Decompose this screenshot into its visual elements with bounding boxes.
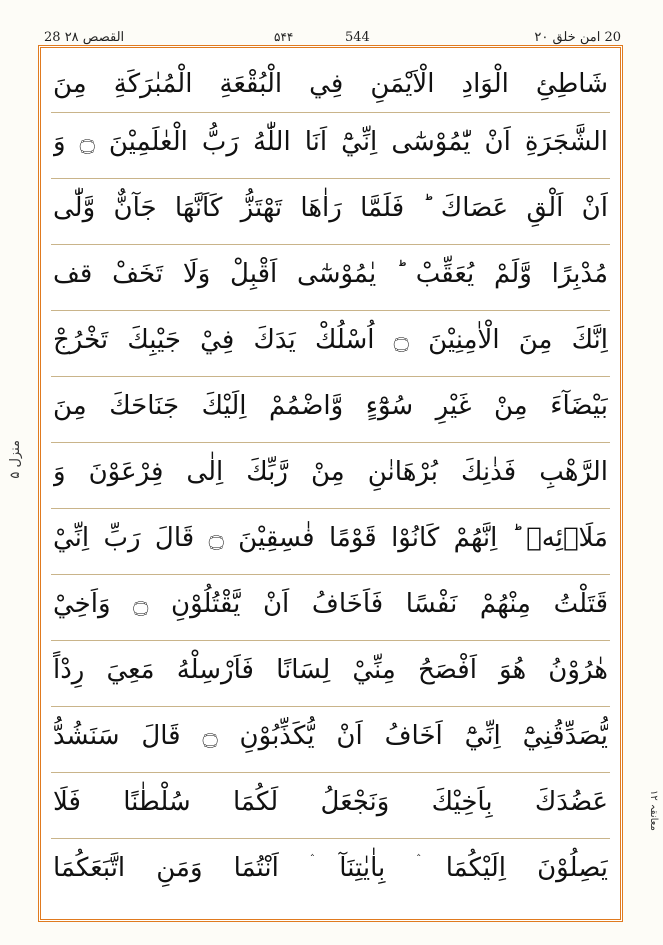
verse-line: مَلَا۟ئِهٖ ؕ اِنَّهُمْ كَانُوْا قَوْمًا فٰسِقِيْنَ ۝ قَالَ رَبِّ اِنِّيْ <box>53 523 608 553</box>
line-divider <box>51 508 610 509</box>
line-divider <box>51 442 610 443</box>
verse-line: هٰرُوْنُ هُوَ اَفْصَحُ مِنِّيْ لِسَانًا فَاَرْسِلْهُ مَعِيَ رِدْاً <box>53 655 608 685</box>
line-divider <box>51 838 610 839</box>
line-divider <box>51 178 610 179</box>
line-divider <box>51 640 610 641</box>
page-number-arabic: ۵۴۴ <box>274 30 294 44</box>
margin-note: معانقہ ۱۲ <box>648 790 659 831</box>
line-divider <box>51 772 610 773</box>
verse-line: اِنَّكَ مِنَ الْاٰمِنِيْنَ ۝ اُسْلُكْ يَدَكَ فِيْ جَيْبِكَ تَخْرُجْ <box>53 325 608 355</box>
line-divider <box>51 112 610 113</box>
line-divider <box>51 376 610 377</box>
manzil-marker: منزل ۵ <box>8 440 23 479</box>
verse-line: عَضُدَكَ بِاَخِيْكَ وَنَجْعَلُ لَكُمَا سُلْطٰنًا فَلَا <box>53 787 608 817</box>
line-divider <box>51 244 610 245</box>
line-divider <box>51 574 610 575</box>
verse-line: الرَّهْبِ فَذٰنِكَ بُرْهَانٰنِ مِنْ رَّبِّكَ اِلٰى فِرْعَوْنَ وَ <box>53 457 608 487</box>
verse-line: الشَّجَرَةِ اَنْ يّٰمُوْسٰٓى اِنِّيْٓ اَنَا اللّٰهُ رَبُّ الْعٰلَمِيْنَ ۝ وَ <box>53 127 608 157</box>
verse-line: قَتَلْتُ مِنْهُمْ نَفْسًا فَاَخَافُ اَنْ يَّقْتُلُوْنِ ۝ وَاَخِيْ <box>53 589 608 619</box>
verse-line: يَصِلُوْنَ اِلَيْكُمَا ۛ بِاٰيٰتِنَآ ۛ اَنْتُمَا وَمَنِ اتَّبَعَكُمَا <box>53 853 608 883</box>
verse-line: مُدْبِرًا وَّلَمْ يُعَقِّبْ ؕ يٰمُوْسٰٓى اَقْبِلْ وَلَا تَخَفْ قف <box>53 259 608 289</box>
verse-line: بَيْضَآءَ مِنْ غَيْرِ سُوْٓءٍ وَّاضْمُمْ اِلَيْكَ جَنَاحَكَ مِنَ <box>53 391 608 421</box>
quran-page-frame <box>38 45 623 922</box>
verse-line: اَنْ اَلْقِ عَصَاكَ ؕ فَلَمَّا رَاٰهَا تَهْتَزُّ كَاَنَّهَا جَآنٌّ وَّلّٰى <box>53 193 608 223</box>
page-number: 544 <box>345 30 370 45</box>
surah-label: 28 القصص ۲۸ <box>44 30 125 45</box>
line-divider <box>51 706 610 707</box>
line-divider <box>51 310 610 311</box>
juz-label: 20 امن خلق ۲۰ <box>534 30 621 45</box>
verse-line: يُّصَدِّقُنِيْٓ اِنِّيْٓ اَخَافُ اَنْ يُّكَذِّبُوْنِ ۝ قَالَ سَنَشُدُّ <box>53 721 608 751</box>
verse-line: شَاطِئِ الْوَادِ الْاَيْمَنِ فِي الْبُقْعَةِ الْمُبٰرَكَةِ مِنَ <box>53 69 608 99</box>
